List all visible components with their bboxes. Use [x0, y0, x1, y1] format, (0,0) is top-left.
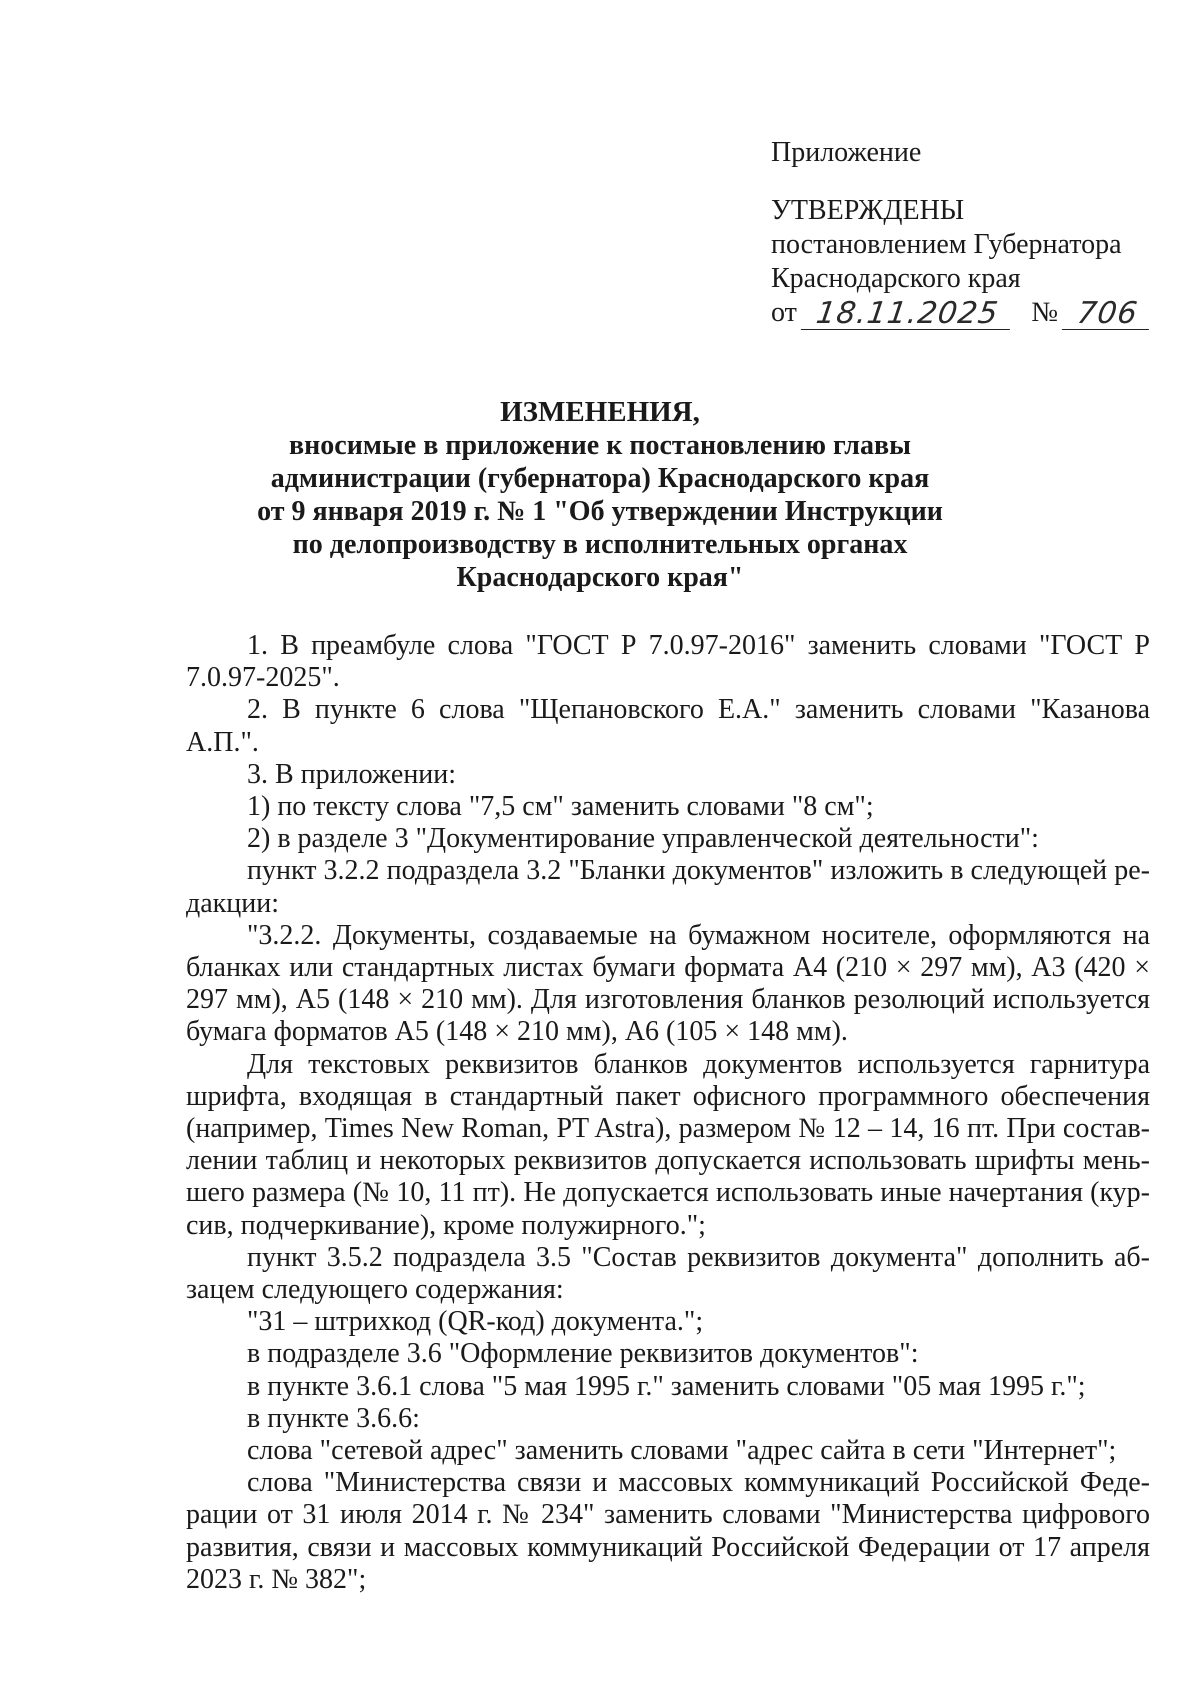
- paragraph: "3.2.2. Документы, создаваемые на бумажном носителе, оформляются на бланках или стандартных листах бумаги формата А4 (210 × 297 мм), А3 (420 × 297 мм), А5 (148 × 210 мм). Для изготовления бланков резолюций используется бумага форматов А5 (148 × 210 мм), А6 (105 × 148 мм).: [186, 919, 1150, 1048]
- paragraph: слова "Министерства связи и массовых коммуникаций Российской Федерации от 31 июля 2014 г. № 234" заменить словами "Министерства цифрового развития, связи и массовых коммуникаций Российской Федерации от 17 апреля 2023 г. № 382";: [186, 1467, 1150, 1595]
- paragraph: в подразделе 3.6 "Оформление реквизитов документов":: [247, 1338, 919, 1370]
- paragraph: 1) по тексту слова "7,5 см" заменить словами "8 см";: [247, 791, 874, 823]
- title-line-3: администрации (губернатора) Краснодарского края: [270, 463, 930, 494]
- paragraph: пункт 3.2.2 подраздела 3.2 "Бланки документов" изложить в следующей редакции:: [186, 855, 1150, 919]
- title-line-4: от 9 января 2019 г. № 1 "Об утверждении Инструкции: [257, 496, 943, 527]
- number-prefix: №: [1031, 297, 1059, 328]
- paragraph: 1. В преамбуле слова "ГОСТ Р 7.0.97-2016" заменить словами "ГОСТ Р 7.0.97-2025".: [186, 630, 1150, 694]
- handwritten-date: 18.11.2025: [801, 299, 1014, 330]
- title-line-5: по делопроизводству в исполнительных органах: [292, 529, 908, 560]
- paragraph: "31 – штрихкод (QR-код) документа.";: [247, 1306, 704, 1338]
- document-title: [200, 396, 1000, 594]
- paragraph: 3. В приложении:: [247, 758, 457, 790]
- paragraph: пункт 3.5.2 подраздела 3.5 "Состав реквизитов документа" дополнить абзацем следующего содержания:: [186, 1241, 1150, 1306]
- approval-block: [771, 136, 1151, 330]
- paragraph: в пункте 3.6.1 слова "5 мая 1995 г." заменить словами "05 мая 1995 г.";: [247, 1370, 1086, 1402]
- paragraph: 2) в разделе 3 "Документирование управленческой деятельности":: [247, 823, 1039, 855]
- paragraph: слова "сетевой адрес" заменить словами "адрес сайта в сети "Интернет";: [247, 1435, 1117, 1467]
- approved-label: УТВЕРЖДЕНЫ: [771, 195, 965, 226]
- title-line-6: Краснодарского края": [456, 562, 744, 593]
- spacer: [771, 170, 1151, 194]
- title-line-1: ИЗМЕНЕНИЯ,: [500, 396, 700, 428]
- document-body: [186, 630, 1150, 1596]
- handwritten-number: 706: [1062, 299, 1153, 330]
- paragraph: Для текстовых реквизитов бланков документов используется гарнитура шрифта, входящая в стандартный пакет офисного программного обеспечения (например, Times New Roman, PT Astra), размером № 12 – 14, 16 пт. При составлении таблиц и некоторых реквизитов допускается использовать шрифты меньшего размера (№ 10, 11 пт). Не допускается использовать иные начертания (курсив, подчеркивание), кроме полужирного.";: [186, 1048, 1150, 1241]
- paragraph: 2. В пункте 6 слова "Щепановского Е.А." заменить словами "Казанова А.П.".: [186, 694, 1150, 758]
- appendix-label: Приложение: [771, 137, 922, 168]
- approved-by-line-2: Краснодарского края: [771, 263, 1021, 294]
- date-prefix: от: [771, 297, 797, 328]
- date-number-line: [771, 296, 1151, 330]
- paragraph: в пункте 3.6.6:: [247, 1402, 420, 1434]
- title-line-2: вносимые в приложение к постановлению главы: [289, 430, 911, 461]
- approved-by-line-1: постановлением Губернатора: [771, 229, 1122, 260]
